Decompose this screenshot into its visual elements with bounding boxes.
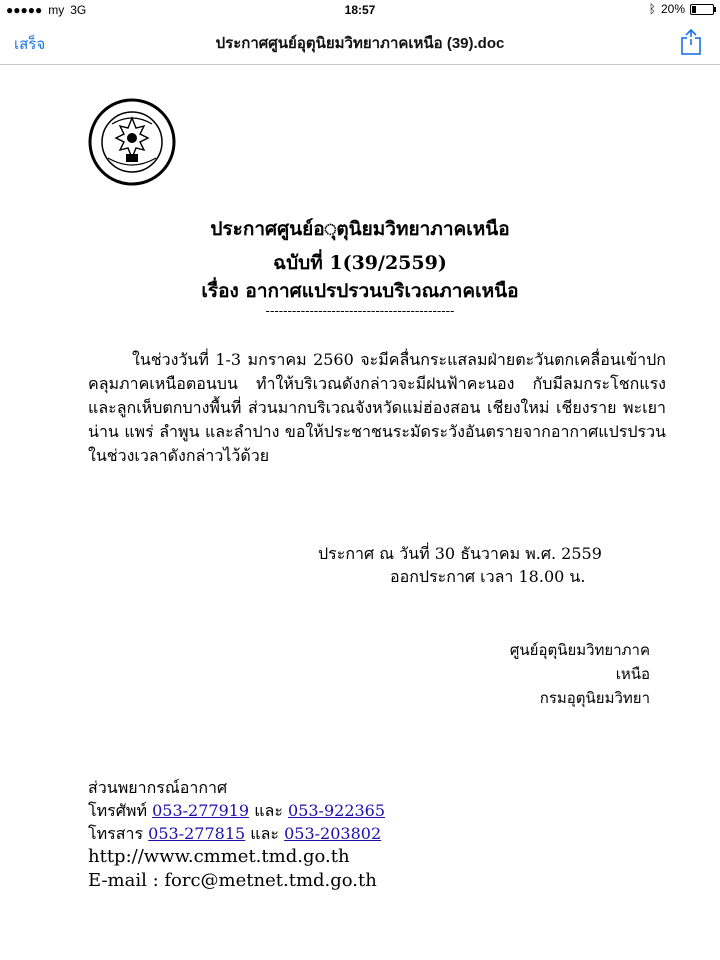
- carrier-name: my: [48, 3, 65, 17]
- announcement-heading: ประกาศศูนย์อ◌ุตุนิยมวิทยาภาคเหนือ: [210, 218, 510, 240]
- phone-link-1[interactable]: 053-277919: [152, 801, 250, 820]
- fax-link-1[interactable]: 053-277815: [148, 824, 246, 843]
- announcement-subject: เรื่อง อากาศแปรปรวนบริเวณภาคเหนือ: [201, 280, 519, 302]
- share-icon[interactable]: [680, 28, 702, 56]
- body-paragraph: ในช่วงวันที่ 1-3 มกราคม 2560 จะมีคลื่นกระแสลมฝ่ายตะวันตกเคลื่อนเข้าปกคลุมภาคเหนือตอนบน ทำให้บริเวณดังกล่าวจะมีฝนฟ้าคะนอง กับมีลมกระโชกแรงและลูกเห็บตกบางพื้นที่ ส่วนมากบริเวณจังหวัดแม่ฮ่องสอน เชียงใหม่ เชียงราย พะเยา น่าน แพร่ ลำพูน และลำปาง ขอให้ประชาชนระมัดระวังอันตรายจากอากาศแปรปรวนในช่วงเวลาดังกล่าวไว้ด้วย: [88, 350, 666, 465]
- contact-department: ส่วนพยากรณ์อากาศ: [88, 778, 228, 797]
- status-bar: [0, 0, 720, 20]
- fax-label: โทรสาร: [88, 824, 144, 843]
- bluetooth-icon: ᛒ: [648, 2, 656, 16]
- fax-link-2[interactable]: 053-203802: [284, 824, 382, 843]
- divider-line: -------------------------------------------: [265, 304, 455, 319]
- contact-block: [88, 776, 385, 893]
- announcement-number: ฉบับที่ 1(39/2559): [273, 252, 447, 274]
- battery-percent: 20%: [660, 2, 685, 16]
- phone-label: โทรศัพท์: [88, 801, 147, 820]
- network-type: 3G: [70, 3, 87, 17]
- email-text: E-mail : forc@metnet.tmd.go.th: [88, 870, 377, 891]
- document-page: [0, 64, 720, 960]
- fax-line: [88, 822, 385, 845]
- phone-and: และ: [254, 801, 283, 820]
- announce-date: ประกาศ ณ วันที่ 30 ธันวาคม พ.ศ. 2559: [318, 544, 602, 563]
- signature-block: [510, 638, 650, 710]
- sign-line-1: ศูนย์อุตุนิยมวิทยาภาค: [509, 641, 650, 659]
- sign-line-3: กรมอุตุนิยมวิทยา: [539, 689, 650, 707]
- signal-dots-icon: ●●●●●: [6, 3, 43, 17]
- sign-line-2: เหนือ: [615, 665, 650, 683]
- status-time: 18:57: [344, 3, 376, 17]
- announcement-body: [88, 348, 666, 468]
- announcement-date-block: [318, 542, 602, 588]
- website-text: http://www.cmmet.tmd.go.th: [88, 846, 350, 867]
- phone-line: [88, 799, 385, 822]
- done-button[interactable]: เสร็จ: [14, 36, 46, 53]
- battery-icon: [690, 4, 714, 15]
- battery-fill: [692, 6, 696, 13]
- nav-bar: [0, 20, 720, 65]
- fax-and: และ: [250, 824, 280, 843]
- document-title: ประกาศศูนย์อุตุนิยมวิทยาภาคเหนือ (39).doc: [215, 35, 505, 52]
- phone-link-2[interactable]: 053-922365: [288, 801, 386, 820]
- announce-time: ออกประกาศ เวลา 18.00 น.: [390, 567, 586, 586]
- meteorological-department-seal: [88, 98, 176, 186]
